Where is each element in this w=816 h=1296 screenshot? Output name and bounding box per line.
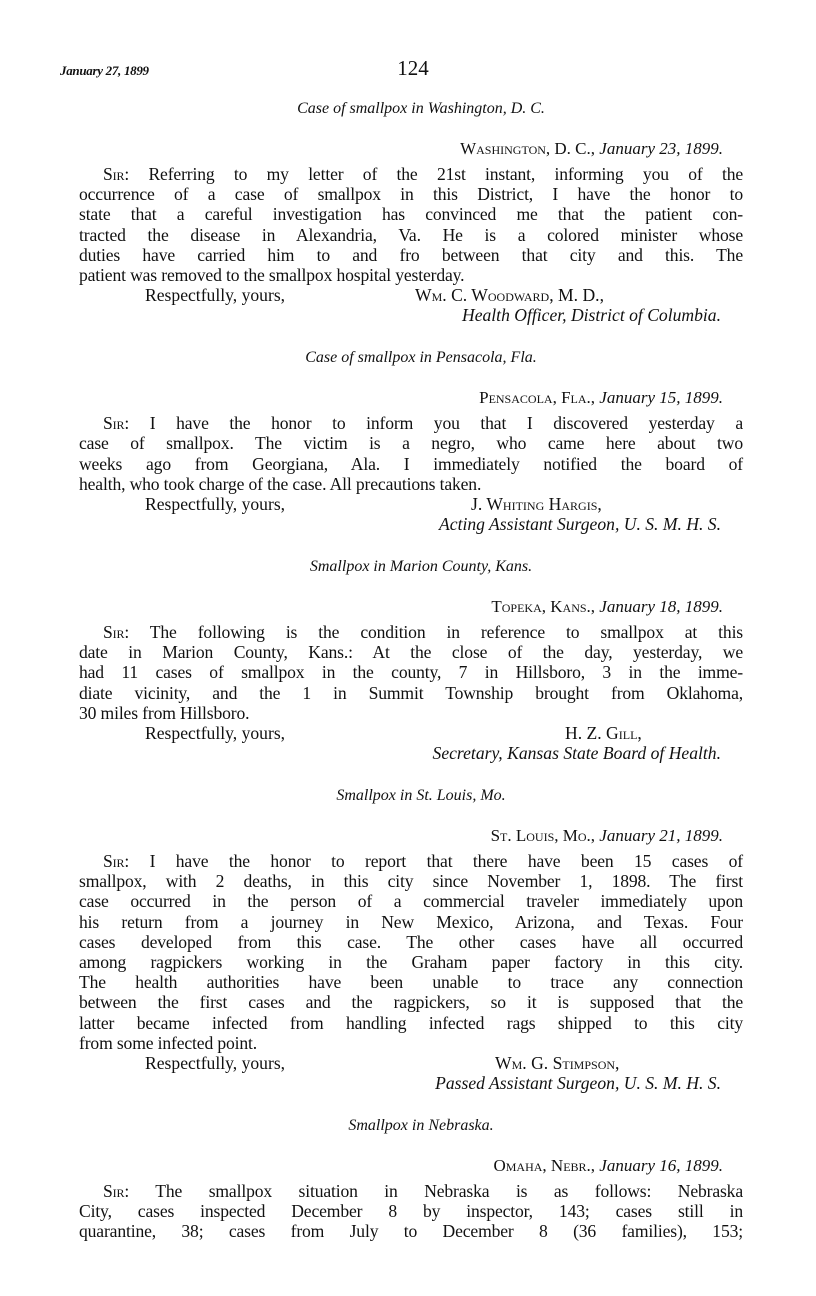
letter-line: case occurred in the person of a commercial traveler immediately upon	[79, 891, 743, 912]
report-st-louis	[79, 787, 743, 1093]
letter-body	[79, 413, 743, 494]
letter-line	[79, 413, 743, 433]
letter-line	[79, 1181, 743, 1201]
salutation: Sir:	[103, 164, 130, 184]
section-title: Smallpox in Marion County, Kans.	[309, 558, 533, 576]
signer-title: Secretary, Kansas State Board of Health.	[432, 743, 721, 764]
signature-line	[79, 1053, 743, 1073]
letter-line-text: The following is the condition in reference to smallpox at this	[149, 622, 743, 643]
signer-title: Acting Assistant Surgeon, U. S. M. H. S.	[439, 514, 721, 535]
letter-line	[79, 851, 743, 871]
salutation: Sir:	[103, 622, 130, 643]
dateline-place: Washington, D. C.,	[460, 139, 596, 158]
letter-line: from some infected point.	[79, 1032, 258, 1053]
letter-line: patient was removed to the smallpox hospital yesterday.	[79, 265, 465, 286]
signer-title: Passed Assistant Surgeon, U. S. M. H. S.	[435, 1073, 721, 1094]
signature-line	[79, 723, 743, 743]
letter-line: diate vicinity, and the 1 in Summit Township brought from Oklahoma,	[79, 682, 743, 703]
letter-line: tracted the disease in Alexandria, Va. He is a colored minister whose	[79, 224, 743, 245]
letter-line: state that a careful investigation has convinced me that the patient con-	[79, 204, 743, 225]
letter-line: between the first cases and the ragpickers, so it is supposed that the	[79, 992, 743, 1013]
signature-line	[79, 494, 743, 514]
dateline-date: January 15, 1899.	[599, 388, 723, 408]
letter-body	[79, 1181, 743, 1242]
dateline-date: January 23, 1899.	[599, 139, 723, 158]
letter-line: had 11 cases of smallpox in the county, 7 in Hillsboro, 3 in the imme-	[79, 662, 743, 683]
signer-name: J. Whiting Hargis,	[471, 494, 602, 515]
letter-line	[79, 622, 743, 642]
letter-line: health, who took charge of the case. All precautions taken.	[79, 473, 482, 494]
page-number: 124	[397, 56, 429, 80]
dateline-place: Omaha, Nebr.,	[493, 1156, 596, 1176]
section-title: Smallpox in Nebraska.	[348, 1117, 494, 1135]
dateline-date: January 16, 1899.	[599, 1156, 723, 1176]
signer-name: Wm. G. Stimpson,	[495, 1053, 620, 1074]
dateline	[79, 139, 723, 159]
report-nebraska	[79, 1117, 743, 1242]
letter-line: 30 miles from Hillsboro.	[79, 702, 250, 723]
letter-line: case of smallpox. The victim is a negro, who came here about two	[79, 433, 743, 454]
closing: Respectfully, yours,	[145, 285, 286, 306]
letter-line: date in Marion County, Kans.: At the close of the day, yesterday, we	[79, 642, 743, 663]
salutation: Sir:	[103, 851, 130, 872]
dateline	[79, 826, 723, 846]
letter-line: The health authorities have been unable to trace any connection	[79, 972, 743, 993]
letter-line: smallpox, with 2 deaths, in this city since November 1, 1898. The first	[79, 871, 743, 892]
dateline	[79, 1156, 723, 1176]
letter-line-text: The smallpox situation in Nebraska is as follows: Nebraska	[155, 1181, 743, 1202]
section-title: Smallpox in St. Louis, Mo.	[336, 787, 506, 805]
letter-line: City, cases inspected December 8 by inspector, 143; cases still in	[79, 1201, 743, 1222]
dateline-place: Pensacola, Fla.,	[479, 388, 596, 408]
document-body	[79, 100, 743, 1266]
dateline	[79, 388, 723, 408]
signer-title: Health Officer, District of Columbia.	[461, 305, 721, 326]
closing: Respectfully, yours,	[145, 723, 286, 744]
letter-line: occurrence of a case of smallpox in this District, I have the honor to	[79, 184, 743, 205]
dateline-place: St. Louis, Mo.,	[490, 826, 596, 846]
letter-line	[79, 164, 743, 184]
letter-line: cases developed from this case. The other cases have all occurred	[79, 931, 743, 952]
letter-line: duties have carried him to and fro between that city and this. The	[79, 244, 743, 265]
section-title: Case of smallpox in Washington, D. C.	[297, 100, 545, 117]
letter-line: latter became infected from handling infected rags shipped to this city	[79, 1012, 743, 1033]
salutation: Sir:	[103, 413, 130, 434]
letter-line: among ragpickers working in the Graham paper factory in this city.	[79, 952, 743, 973]
section-title: Case of smallpox in Pensacola, Fla.	[305, 349, 537, 367]
report-marion-county	[79, 558, 743, 763]
dateline-date: January 21, 1899.	[599, 826, 723, 846]
closing: Respectfully, yours,	[145, 494, 286, 515]
dateline-place: Topeka, Kans.,	[491, 597, 596, 617]
letter-body	[79, 622, 743, 723]
signer-name: Wm. C. Woodward, M. D.,	[415, 285, 604, 306]
closing: Respectfully, yours,	[145, 1053, 286, 1074]
letter-body	[79, 851, 743, 1053]
dateline-date: January 18, 1899.	[599, 597, 723, 617]
salutation: Sir:	[103, 1181, 130, 1202]
letter-line-text: I have the honor to inform you that I discovered yesterday a	[149, 413, 743, 434]
page-header	[0, 56, 816, 86]
dateline	[79, 597, 723, 617]
report-pensacola	[79, 349, 743, 534]
signer-name: H. Z. Gill,	[565, 723, 642, 744]
header-date: January 27, 1899	[60, 63, 149, 78]
signature-line	[79, 285, 743, 305]
letter-line: weeks ago from Georgiana, Ala. I immediately notified the board of	[79, 453, 743, 474]
letter-line-text: I have the honor to report that there have been 15 cases of	[149, 851, 744, 872]
letter-line: quarantine, 38; cases from July to December 8 (36 families), 153;	[79, 1221, 743, 1242]
letter-body	[79, 164, 743, 285]
report-washington	[79, 100, 743, 325]
letter-line-text: Referring to my letter of the 21st instant, informing you of the	[148, 164, 743, 184]
letter-line: his return from a journey in New Mexico, Arizona, and Texas. Four	[79, 911, 743, 932]
